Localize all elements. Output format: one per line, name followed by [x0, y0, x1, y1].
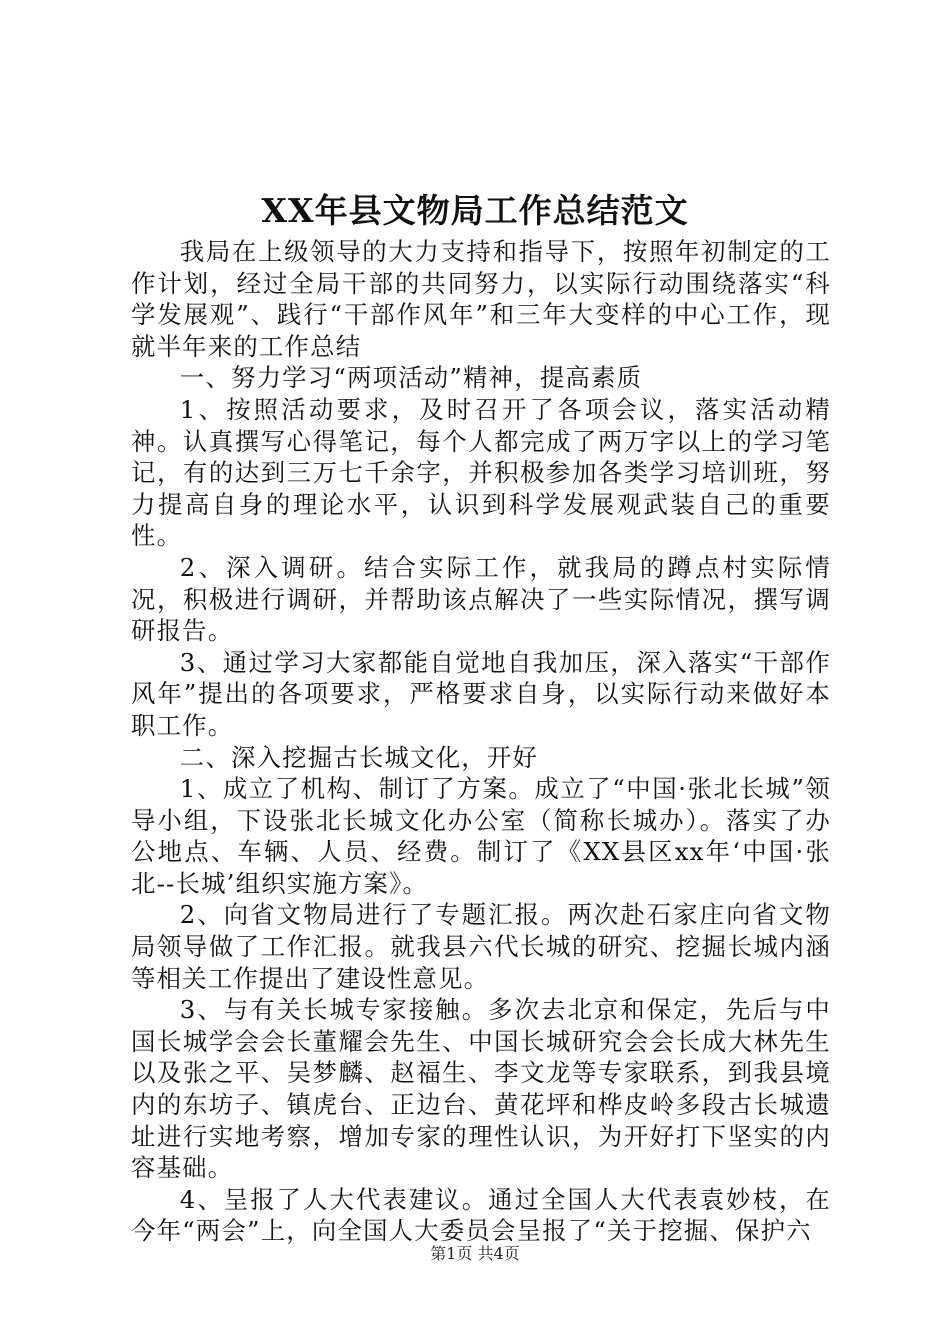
section-heading-2: 二、深入挖掘古长城文化，开好: [179, 742, 539, 772]
section-heading-1: 一、努力学习“两项活动”精神，提高素质: [179, 363, 643, 393]
paragraph-1-1: 1、按照活动要求，及时召开了各项会议，落实活动精神。认真撰写心得笔记，每个人都完成了两万字以上的学习笔记，有的达到三万七千余字，并积极参加各类学习培训班，努力提高自身的理论水平，认识到科学发展观武装自己的重要性。: [131, 394, 831, 551]
page-number-footer: 第1页 共4页: [430, 1244, 520, 1263]
paragraph-2-3: 3、与有关长城专家接触。多次去北京和保定，先后与中国长城学会会长董耀会先生、中国长城研究会会长成大林先生以及张之平、吴梦麟、赵福生、李文龙等专家联系，到我县境内的东坊子、镇虎台、正边台、黄花坪和桦皮岭多段古长城遗址进行实地考察，增加专家的理性认识，为开好打下坚实的内容基础。: [131, 995, 831, 1183]
paragraph-2-2: 2、向省文物局进行了专题汇报。两次赴石家庄向省文物局领导做了工作汇报。就我县六代长城的研究、挖掘长城内涵等相关工作提出了建设性意见。: [131, 900, 831, 993]
paragraph-1-2: 2、深入调研。结合实际工作，就我局的蹲点村实际情况，积极进行调研，并帮助该点解决了一些实际情况，撰写调研报告。: [131, 552, 831, 646]
document-body: [131, 236, 831, 1247]
paragraph-1-3: 3、通过学习大家都能自觉地自我加压，深入落实“干部作风年”提出的各项要求，严格要求自身，以实际行动来做好本职工作。: [131, 647, 831, 740]
document-title: XX年县文物局工作总结范文: [261, 191, 689, 230]
paragraph-2-1: 1、成立了机构、制订了方案。成立了“中国·张北长城”领导小组，下设张北长城文化办公室（简称长城办）。落实了办公地点、车辆、人员、经费。制订了《XX县区xx年‘中国·张北--长城’组织实施方案》。: [131, 774, 831, 898]
paragraph-2-4: 4、呈报了人大代表建议。通过全国人大代表袁妙枝，在今年“两会”上，向全国人大委员会呈报了“关于挖掘、保护六: [131, 1184, 831, 1246]
paragraph-intro: 我局在上级领导的大力支持和指导下，按照年初制定的工作计划，经过全局干部的共同努力，以实际行动围绕落实“科学发展观”、践行“干部作风年”和三年大变样的中心工作，现就半年来的工作总结: [131, 237, 831, 361]
